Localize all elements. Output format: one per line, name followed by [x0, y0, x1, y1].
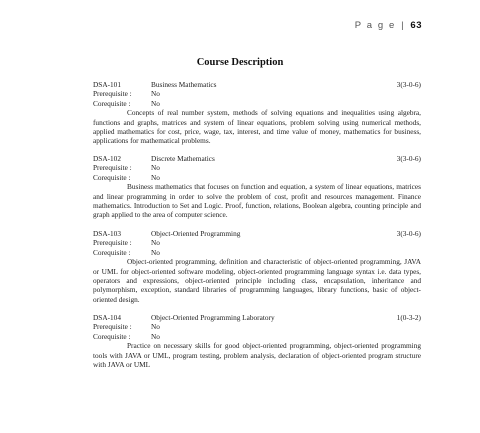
prerequisite-value: No	[151, 89, 160, 99]
course-header	[93, 80, 421, 89]
prerequisite-row	[93, 238, 421, 247]
corequisite-label: Corequisite :	[93, 98, 131, 108]
course-code: DSA-103	[93, 229, 121, 238]
corequisite-label: Corequisite :	[93, 247, 131, 257]
course-code: DSA-101	[93, 80, 121, 89]
corequisite-value: No	[151, 98, 160, 108]
prerequisite-label: Prerequisite :	[93, 89, 132, 99]
course-header	[93, 154, 421, 163]
prerequisite-value: No	[151, 163, 160, 173]
course-name: Object-Oriented Programming	[151, 229, 241, 238]
course-credit: 3(3-0-6)	[396, 154, 421, 163]
course-credit: 3(3-0-6)	[396, 229, 421, 238]
page-title: Course Description	[196, 57, 284, 68]
course-description: Concepts of real number system, methods of solving equations and inequalities using algebra, functions and graphs, matrices and system of linear equations, problem solving using numerical methods, applied mathematics for cost, price, wage, tax, interest, and time value of money, mathematics for business, applications for mathematical problems.	[93, 108, 421, 146]
prerequisite-value: No	[151, 322, 160, 332]
course-credit: 3(3-0-6)	[396, 80, 421, 89]
prerequisite-label: Prerequisite :	[93, 163, 132, 173]
course-entry-dsa-103	[93, 229, 421, 304]
corequisite-value: No	[151, 172, 160, 182]
prerequisite-row	[93, 89, 421, 98]
corequisite-row	[93, 248, 421, 257]
course-entry-dsa-104	[93, 313, 421, 369]
prerequisite-label: Prerequisite :	[93, 238, 132, 248]
course-header	[93, 313, 421, 322]
corequisite-label: Corequisite :	[93, 172, 131, 182]
corequisite-value: No	[151, 247, 160, 257]
prerequisite-label: Prerequisite :	[93, 322, 132, 332]
page-number-separator: |	[401, 20, 406, 31]
course-header	[93, 229, 421, 238]
corequisite-row	[93, 99, 421, 108]
course-description: Object-oriented programming, definition and characteristic of object-oriented programming, JAVA or UML for object-oriented software modeling, object-oriented programming language syntax i.e. data types, operators and expressions, object-oriented principle including class, encapsulation, inheritance and polymorphism, exception, standard libraries of programming languages, library functions, basic of object-oriented design.	[93, 257, 421, 304]
course-name: Business Mathematics	[151, 80, 217, 89]
course-entry-dsa-101	[93, 80, 421, 146]
course-name: Object-Oriented Programming Laboratory	[151, 313, 275, 322]
prerequisite-value: No	[151, 238, 160, 248]
corequisite-row	[93, 332, 421, 341]
corequisite-row	[93, 173, 421, 182]
course-code: DSA-102	[93, 154, 121, 163]
course-name: Discrete Mathematics	[151, 154, 215, 163]
corequisite-value: No	[151, 331, 160, 341]
course-description: Practice on necessary skills for good object-oriented programming, object-oriented programming tools with JAVA or UML, program testing, problem analysis, declaration of object-oriented program structure with JAVA or UML	[93, 341, 421, 369]
page-number	[355, 20, 422, 31]
prerequisite-row	[93, 322, 421, 331]
course-code: DSA-104	[93, 313, 121, 322]
prerequisite-row	[93, 163, 421, 172]
page-number-value: 63	[410, 20, 422, 31]
course-entry-dsa-102	[93, 154, 421, 220]
course-credit: 1(0-3-2)	[396, 313, 421, 322]
page-number-word: P a g e	[354, 20, 396, 31]
corequisite-label: Corequisite :	[93, 331, 131, 341]
course-description: Business mathematics that focuses on function and equation, a system of linear equations, matrices and linear programming in order to solve the problem of cost, profit and resources management. Finance mathematics. Introduction to Set and Logic. Proof, function, relations, Boolean algebra, counting principle and graph applied to the area of computer science.	[93, 182, 421, 220]
